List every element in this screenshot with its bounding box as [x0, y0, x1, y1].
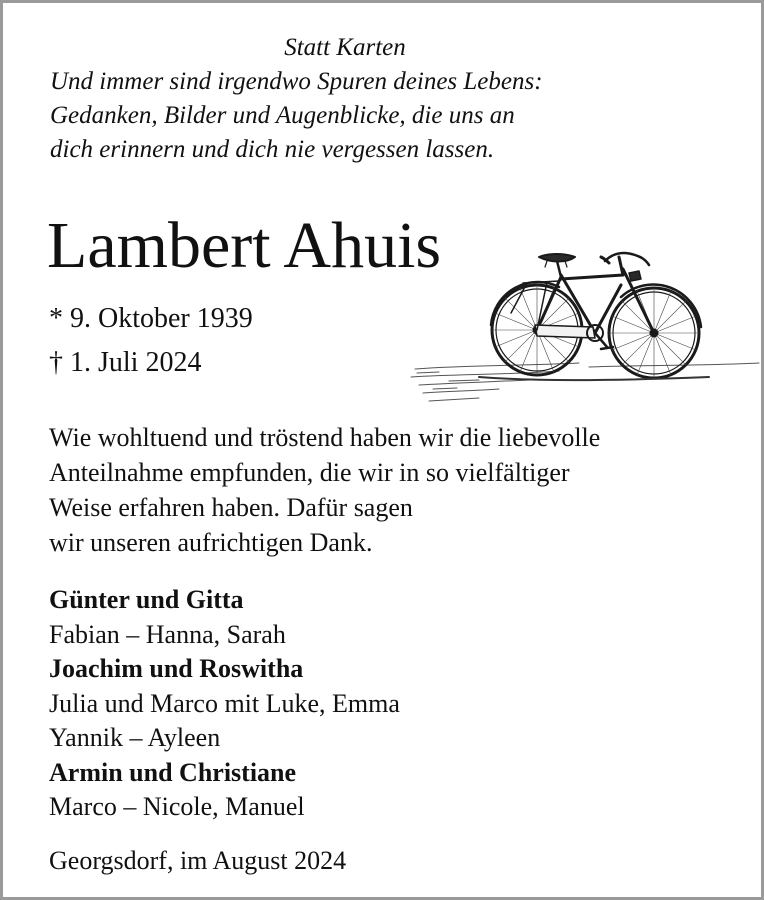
family-members: Julia und Marco mit Luke, Emma	[49, 688, 400, 718]
birth-date: * 9. Oktober 1939	[49, 303, 253, 334]
verse-line: Gedanken, Bilder und Augenblicke, die uns an	[50, 102, 515, 129]
deceased-name: Lambert Ahuis	[47, 209, 442, 282]
thanks-line: Wie wohltuend und tröstend haben wir die liebevolle	[49, 423, 601, 452]
notice-heading: Statt Karten	[284, 34, 406, 61]
intro-verse	[50, 31, 730, 167]
place-date: Georgsdorf, im August 2024	[49, 846, 347, 875]
bicycle-illustration	[409, 235, 763, 413]
death-date: † 1. Juli 2024	[49, 347, 202, 378]
thanks-line: Anteilnahme empfunden, die wir in so vielfältiger	[49, 458, 570, 487]
thanks-line: wir unseren aufrichtigen Dank.	[49, 528, 373, 557]
family-group-name: Günter und Gitta	[49, 585, 244, 614]
verse-line: dich erinnern und dich nie vergessen lassen.	[50, 136, 495, 163]
family-group-name: Joachim und Roswitha	[49, 654, 304, 683]
family-members: Yannik – Ayleen	[49, 723, 221, 752]
life-dates	[49, 297, 253, 385]
family-list	[49, 583, 739, 825]
verse-line: Und immer sind irgendwo Spuren deines Lebens:	[50, 68, 543, 95]
thanks-line: Weise erfahren haben. Dafür sagen	[49, 493, 413, 522]
family-group-name: Armin und Christiane	[49, 757, 297, 787]
family-members: Fabian – Hanna, Sarah	[49, 619, 286, 649]
family-members: Marco – Nicole, Manuel	[49, 792, 305, 821]
thanks-text	[49, 420, 739, 560]
